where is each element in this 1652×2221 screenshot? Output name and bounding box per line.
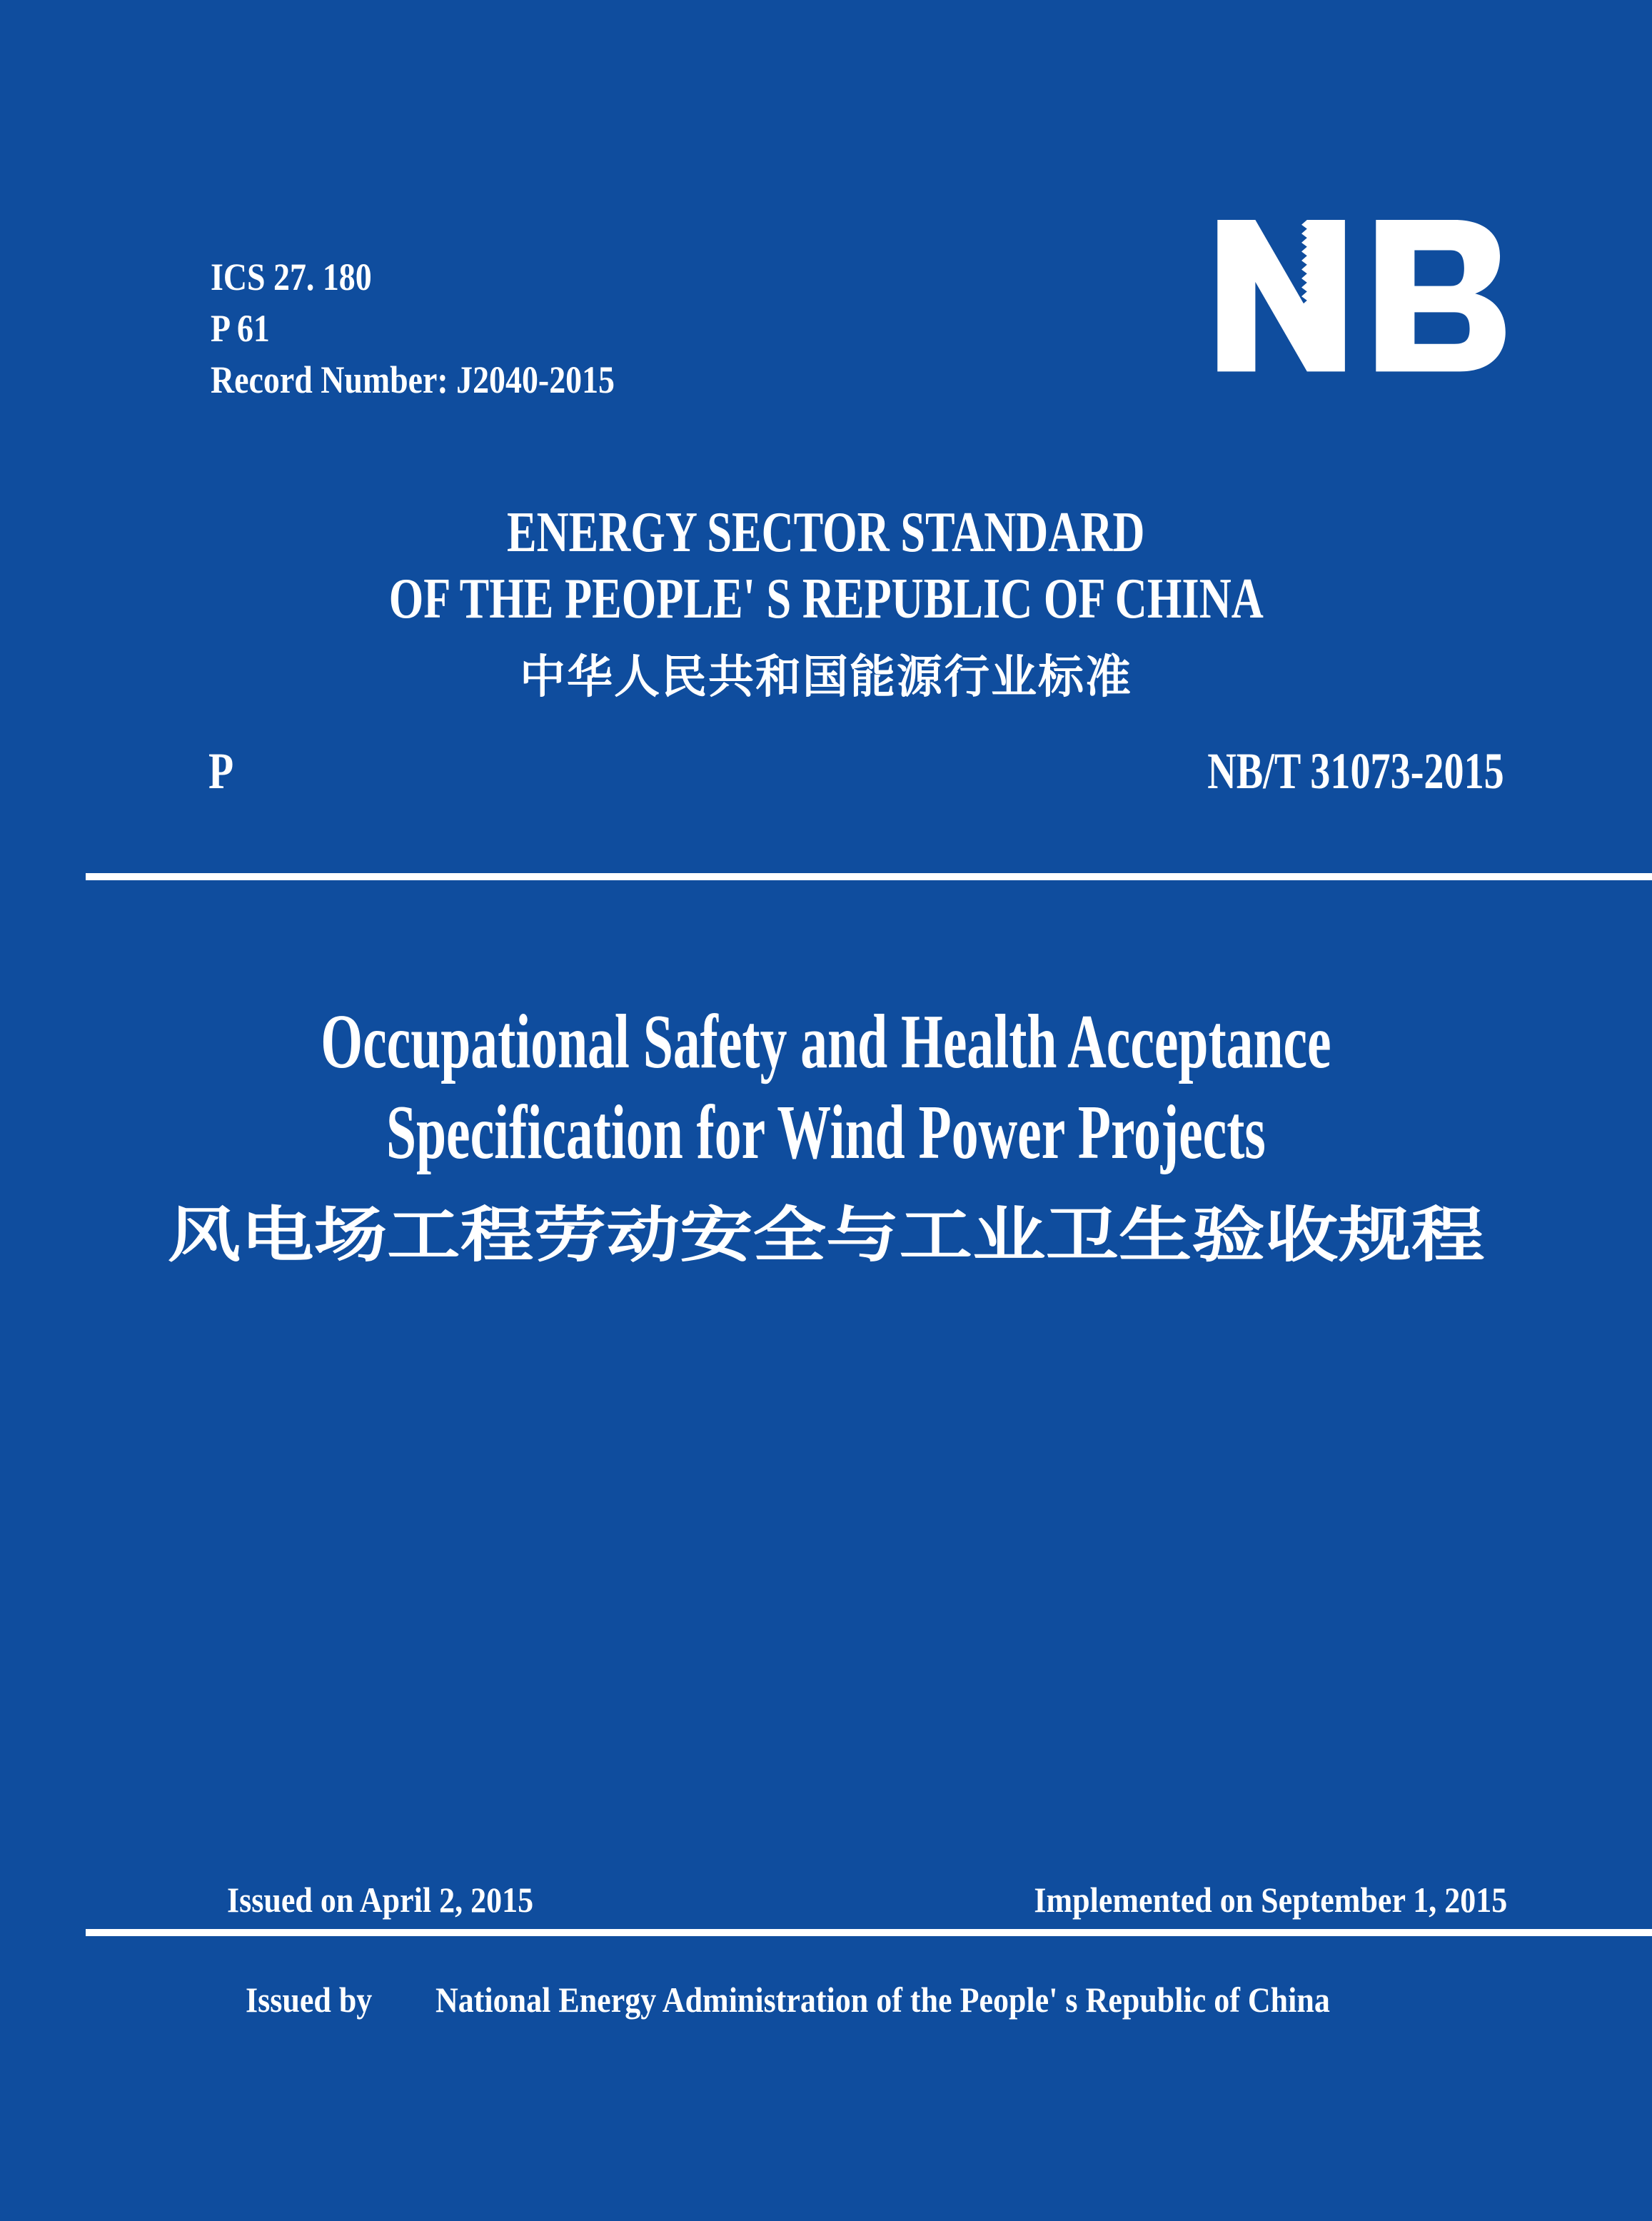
record-number bbox=[211, 354, 686, 406]
title-english-line2-text: Specification for Wind Power Projects bbox=[386, 1090, 1266, 1175]
standard-name-line1-text: ENERGY SECTOR STANDARD bbox=[507, 501, 1145, 564]
issued-date: Issued on April 2, 2015 bbox=[227, 1880, 534, 1920]
ics-code bbox=[211, 251, 686, 303]
implemented-date: Implemented on September 1, 2015 bbox=[1034, 1880, 1507, 1920]
bottom-divider-line bbox=[86, 1929, 1652, 1936]
ics-code-text: ICS 27. 180 bbox=[211, 256, 372, 298]
doc-class-mark: P bbox=[208, 742, 234, 800]
issuer-row bbox=[246, 1978, 1451, 2022]
issued-by-value: National Energy Administration of the People' s Republic of China bbox=[435, 1980, 1330, 2020]
title-english-line2 bbox=[0, 1087, 1652, 1178]
title-block bbox=[0, 997, 1652, 1271]
top-divider-line bbox=[86, 873, 1652, 880]
standard-name-line2-text: OF THE PEOPLE' S REPUBLIC OF CHINA bbox=[388, 568, 1264, 630]
title-chinese-text: 风电场工程劳动安全与工业卫生验收规程 bbox=[167, 1203, 1485, 1269]
standard-name-chinese: 中华人民共和国能源行业标准 bbox=[520, 652, 1132, 702]
title-chinese bbox=[0, 1202, 1652, 1271]
classification-row bbox=[208, 740, 1504, 802]
p-classification bbox=[211, 303, 686, 354]
dates-row bbox=[227, 1878, 1507, 1922]
nb-logo-letter-b bbox=[1376, 220, 1505, 371]
standard-name-block bbox=[0, 500, 1652, 704]
issued-by-label: Issued by bbox=[246, 1980, 373, 2020]
standard-number: NB/T 31073-2015 bbox=[1207, 742, 1504, 800]
title-english-line1-text: Occupational Safety and Health Acceptance bbox=[321, 999, 1331, 1084]
p-classification-text: P 61 bbox=[211, 307, 270, 350]
nb-logo-letter-n bbox=[1217, 220, 1345, 371]
standard-meta-block bbox=[211, 251, 686, 406]
standard-name-line1 bbox=[0, 500, 1652, 566]
nb-logo bbox=[1214, 220, 1511, 378]
title-english-line1 bbox=[0, 997, 1652, 1087]
record-number-text: Record Number: J2040-2015 bbox=[211, 358, 615, 401]
nb-logo-icon bbox=[1214, 220, 1511, 378]
standard-name-line2 bbox=[0, 566, 1652, 633]
